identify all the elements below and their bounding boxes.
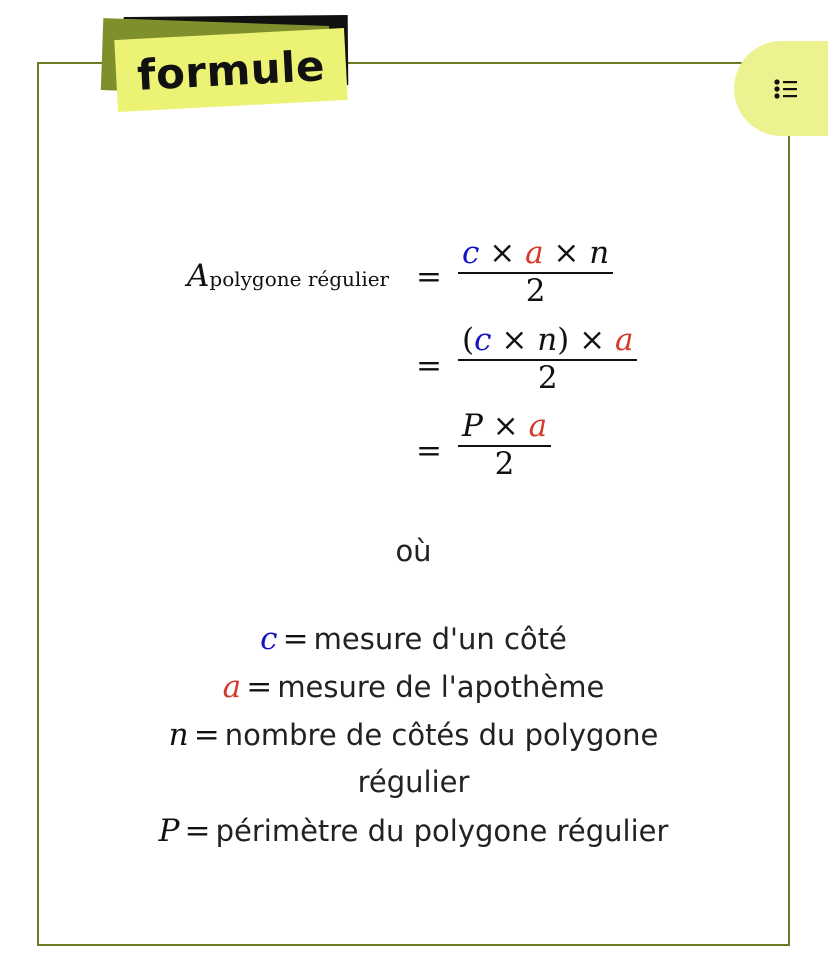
fraction-3	[458, 409, 551, 481]
formula-tag	[100, 14, 352, 114]
tag-label: formule	[135, 40, 327, 100]
fraction-2-denominator: 2	[537, 360, 558, 396]
fraction-3-denominator: 2	[494, 446, 515, 482]
equals-sign-1: =	[416, 259, 442, 295]
fraction-2	[458, 323, 637, 395]
definition-c: c = mesure d'un côté	[260, 621, 567, 657]
fraction-1	[458, 236, 613, 308]
table-of-contents-button[interactable]	[734, 41, 828, 136]
where-word: où	[395, 534, 432, 568]
equals-sign-2: =	[416, 348, 442, 384]
definition-n: n = nombre de côtés du polygone	[168, 717, 659, 753]
fraction-2-numerator: (c × n) × a	[462, 322, 634, 358]
fraction-3-numerator: P × a	[462, 408, 548, 444]
fraction-1-numerator: c × a × n	[462, 235, 610, 271]
area-subscript: polygone régulier	[209, 267, 390, 291]
equals-sign-3: =	[416, 433, 442, 469]
definition-n-continued: régulier	[357, 765, 470, 799]
list-icon	[774, 78, 798, 100]
tag-label-box	[114, 28, 347, 112]
definition-a: a = mesure de l'apothème	[222, 669, 605, 705]
fraction-1-denominator: 2	[525, 273, 546, 309]
definition-p: P = périmètre du polygone régulier	[158, 813, 669, 849]
area-symbol: Apolygone régulier	[187, 258, 390, 294]
